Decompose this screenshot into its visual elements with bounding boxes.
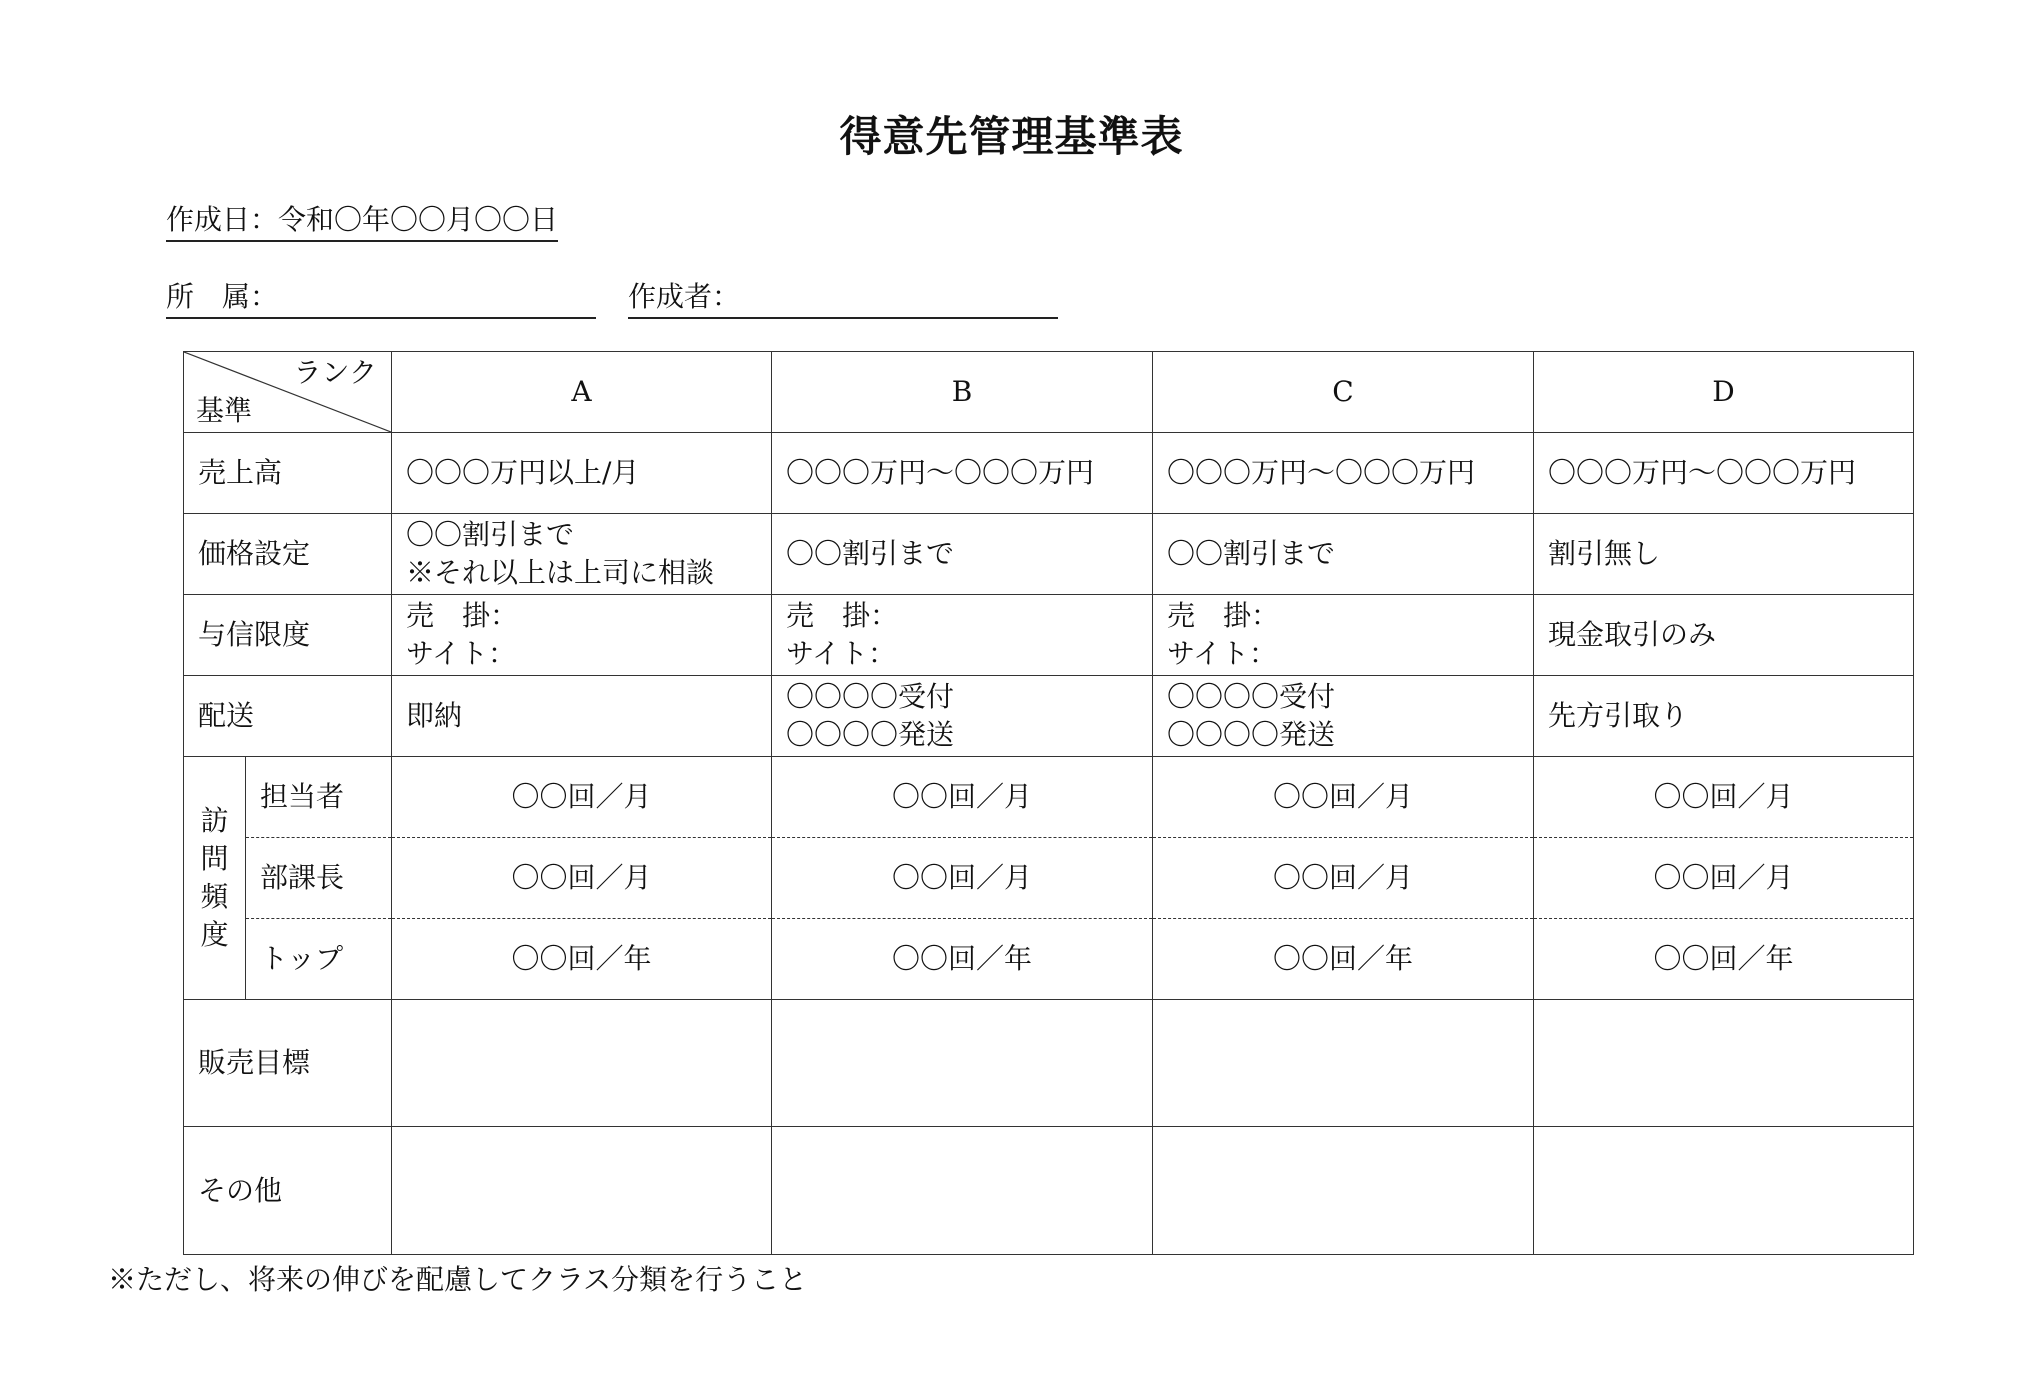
visit-staff-b[interactable]: 〇〇回／月 — [772, 757, 1153, 838]
visit-manager-d[interactable]: 〇〇回／月 — [1534, 838, 1914, 919]
visit-manager-c[interactable]: 〇〇回／月 — [1153, 838, 1534, 919]
delivery-c-line1: 〇〇〇〇受付 — [1167, 680, 1336, 713]
credit-a-site: サイト： — [406, 637, 517, 670]
credit-b-site: サイト： — [786, 637, 897, 670]
pricing-a-line2: ※それ以上は上司に相談 — [406, 556, 715, 589]
visit-manager-a[interactable]: 〇〇回／月 — [392, 838, 772, 919]
credit-a[interactable] — [392, 595, 772, 676]
visit-char-2: 問 — [200, 842, 229, 875]
rank-d-header: D — [1534, 352, 1914, 433]
credit-d[interactable]: 現金取引のみ — [1534, 595, 1914, 676]
visit-staff-label: 担当者 — [246, 757, 392, 838]
visit-row-staff — [184, 757, 1914, 838]
rank-a-header: A — [392, 352, 772, 433]
sales-target-a[interactable] — [392, 1000, 772, 1127]
credit-row — [184, 595, 1914, 676]
other-row — [184, 1127, 1914, 1255]
other-b[interactable] — [772, 1127, 1153, 1255]
criteria-table — [183, 351, 1914, 1255]
visit-top-label: トップ — [246, 919, 392, 1000]
delivery-d[interactable]: 先方引取り — [1534, 676, 1914, 757]
credit-b[interactable] — [772, 595, 1153, 676]
pricing-c[interactable]: 〇〇割引まで — [1153, 514, 1534, 595]
visit-top-c[interactable]: 〇〇回／年 — [1153, 919, 1534, 1000]
credit-c-receivable: 売 掛： — [1167, 599, 1280, 632]
delivery-c-line2: 〇〇〇〇発送 — [1167, 718, 1336, 751]
visit-staff-d[interactable]: 〇〇回／月 — [1534, 757, 1914, 838]
sales-target-label: 販売目標 — [184, 1000, 392, 1127]
sales-b[interactable]: 〇〇〇万円～〇〇〇万円 — [772, 433, 1153, 514]
credit-a-receivable: 売 掛： — [406, 599, 519, 632]
delivery-row — [184, 676, 1914, 757]
delivery-c[interactable] — [1153, 676, 1534, 757]
sales-row — [184, 433, 1914, 514]
header-row — [184, 352, 1914, 433]
delivery-b[interactable] — [772, 676, 1153, 757]
sales-d[interactable]: 〇〇〇万円～〇〇〇万円 — [1534, 433, 1914, 514]
visit-manager-label: 部課長 — [246, 838, 392, 919]
visit-row-top — [184, 919, 1914, 1000]
visit-top-d[interactable]: 〇〇回／年 — [1534, 919, 1914, 1000]
visit-char-1: 訪 — [200, 804, 229, 837]
delivery-label: 配送 — [184, 676, 392, 757]
visit-top-b[interactable]: 〇〇回／年 — [772, 919, 1153, 1000]
sales-target-c[interactable] — [1153, 1000, 1534, 1127]
visit-staff-a[interactable]: 〇〇回／月 — [392, 757, 772, 838]
pricing-row — [184, 514, 1914, 595]
sales-a[interactable]: 〇〇〇万円以上/月 — [392, 433, 772, 514]
document-title: 得意先管理基準表 — [839, 112, 1184, 161]
delivery-b-line2: 〇〇〇〇発送 — [786, 718, 955, 751]
department-label: 所 属： — [166, 280, 279, 313]
sales-target-row — [184, 1000, 1914, 1127]
author-label: 作成者： — [628, 280, 741, 313]
delivery-b-line1: 〇〇〇〇受付 — [786, 680, 955, 713]
credit-c-site: サイト： — [1167, 637, 1278, 670]
sales-label: 売上高 — [184, 433, 392, 514]
visit-char-3: 頻 — [200, 880, 229, 913]
sales-target-d[interactable] — [1534, 1000, 1914, 1127]
other-c[interactable] — [1153, 1127, 1534, 1255]
credit-b-receivable: 売 掛： — [786, 599, 899, 632]
pricing-b[interactable]: 〇〇割引まで — [772, 514, 1153, 595]
rank-b-header: B — [772, 352, 1153, 433]
other-label: その他 — [184, 1127, 392, 1255]
visit-row-manager — [184, 838, 1914, 919]
author-field[interactable] — [628, 275, 1058, 319]
visit-manager-b[interactable]: 〇〇回／月 — [772, 838, 1153, 919]
other-d[interactable] — [1534, 1127, 1914, 1255]
corner-rank-label: ランク — [293, 356, 377, 389]
pricing-a[interactable] — [392, 514, 772, 595]
created-date: 作成日：令和〇年〇〇月〇〇日 — [166, 198, 558, 242]
rank-c-header: C — [1153, 352, 1534, 433]
other-a[interactable] — [392, 1127, 772, 1255]
corner-criteria-label: 基準 — [196, 394, 253, 427]
visit-top-a[interactable]: 〇〇回／年 — [392, 919, 772, 1000]
visit-frequency-label — [184, 757, 246, 1000]
pricing-label: 価格設定 — [184, 514, 392, 595]
visit-staff-c[interactable]: 〇〇回／月 — [1153, 757, 1534, 838]
sales-c[interactable]: 〇〇〇万円～〇〇〇万円 — [1153, 433, 1534, 514]
corner-cell — [184, 352, 392, 433]
credit-c[interactable] — [1153, 595, 1534, 676]
delivery-a[interactable]: 即納 — [392, 676, 772, 757]
sales-target-b[interactable] — [772, 1000, 1153, 1127]
pricing-a-line1: 〇〇割引まで — [406, 518, 575, 551]
visit-char-4: 度 — [200, 918, 229, 951]
department-field[interactable] — [166, 275, 596, 319]
pricing-d[interactable]: 割引無し — [1534, 514, 1914, 595]
footnote: ※ただし、将来の伸びを配慮してクラス分類を行うこと — [108, 1263, 808, 1296]
credit-label: 与信限度 — [184, 595, 392, 676]
